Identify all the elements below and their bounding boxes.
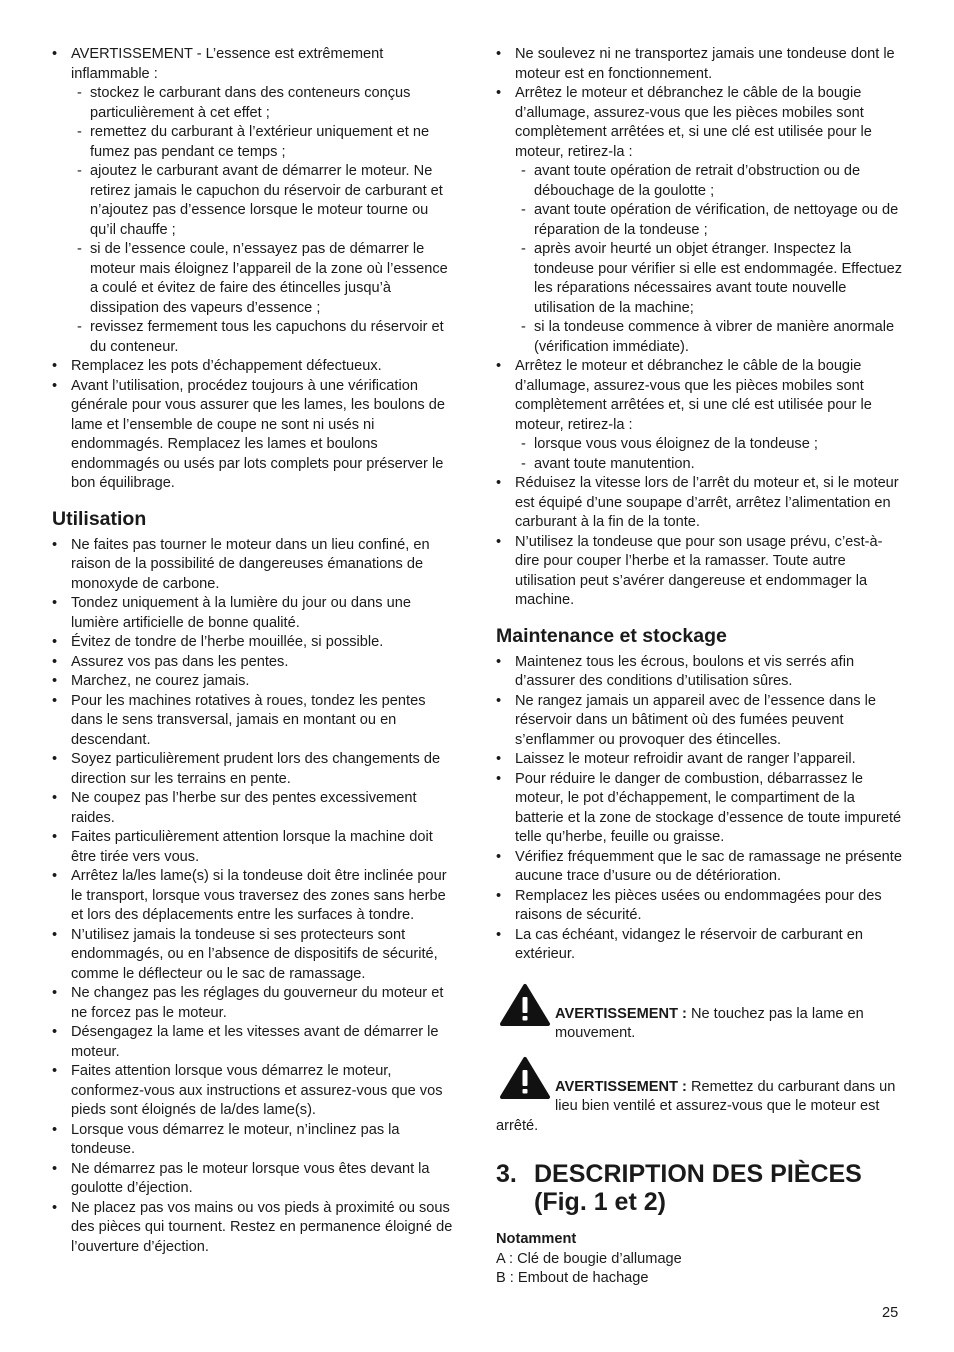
sub-list-item: - lorsque vous vous éloignez de la tondeuse ; (515, 435, 904, 455)
list-item: • La cas échéant, vidangez le réservoir de carburant en extérieur. (496, 926, 904, 965)
right-intro-list (496, 45, 904, 611)
notes-title: Notamment (496, 1231, 577, 1247)
list-item-text: N’utilisez la tondeuse que pour son usage prévu, c’est-à-dire pour couper l’herbe et la ramasser. Toute autre utilisation peut s’avérer dangereuse et endommager la machine. (515, 533, 883, 608)
list-item: • Pour les machines rotatives à roues, tondez les pentes dans le sens transversal, jamais en montant ou en descendant. (52, 692, 458, 751)
list-item-text: Remplacez les pots d’échappement défectueux. (71, 358, 382, 374)
warning-body: Ne touchez pas la lame en mouvement. (555, 1005, 864, 1041)
list-item: • Arrêtez la/les lame(s) si la tondeuse doit être inclinée pour le transport, lorsque vous traversez des zones sans herbe et lors des déplacements entre les surfaces à tondre. (52, 867, 458, 926)
list-item: • Désengagez la lame et les vitesses avant de démarrer le moteur. (52, 1023, 458, 1062)
sub-list-item: - revissez fermement tous les capuchons du réservoir et du conteneur. (71, 318, 458, 357)
list-item: • Ne faites pas tourner le moteur dans un lieu confiné, en raison de la possibilité de dangereuses émanations de monoxyde de carbone. (52, 536, 458, 595)
part-item: A : Clé de bougie d’allumage (496, 1250, 682, 1267)
warning-icon (499, 1056, 551, 1100)
chapter-title-line2: (Fig. 1 et 2) (534, 1188, 666, 1216)
list-item (52, 357, 458, 377)
warning-icon (499, 983, 551, 1027)
list-item-text: AVERTISSEMENT - L’essence est extrêmement inflammable : (71, 46, 384, 82)
list-item (496, 84, 904, 357)
list-item: • Ne changez pas les réglages du gouverneur du moteur et ne forcez pas le moteur. (52, 984, 458, 1023)
left-column (52, 45, 458, 1257)
part-item: B : Embout de hachage (496, 1270, 649, 1286)
sub-list-item: - avant toute manutention. (515, 455, 904, 475)
list-item: • Faites attention lorsque vous démarrez le moteur, conformez-vous aux instructions et assurez-vous que vos pieds sont éloignés de la/des lame(s). (52, 1062, 458, 1121)
warning-body: Remettez du carburant dans un lieu bien ventilé et assurez-vous que le moteur est arrêté. (496, 1078, 896, 1134)
list-item: • Maintenez tous les écrous, boulons et vis serrés afin d’assurer des conditions d’utilisation sûres. (496, 653, 904, 692)
sub-list-item: - stockez le carburant dans des conteneurs conçus particulièrement à cet effet ; (71, 84, 458, 123)
warning-text (496, 983, 904, 1044)
maintenance-heading: Maintenance et stockage (496, 624, 727, 647)
list-item (52, 45, 458, 357)
list-item-text: Réduisez la vitesse lors de l’arrêt du moteur et, si le moteur est équipé d’une soupape d’arrêt, arrêtez l’alimentation en carburant à la fin de la tonte. (515, 475, 899, 530)
list-item: • Lorsque vous démarrez le moteur, n’inclinez pas la tondeuse. (52, 1121, 458, 1160)
sub-list (515, 162, 904, 357)
sub-list-item: - après avoir heurté un objet étranger. Inspectez la tondeuse pour vérifier si elle est endommagée. Effectuez les réparations nécessaires avant toute nouvelle utilisation de la machine; (515, 240, 904, 318)
warning-blade (496, 983, 904, 1044)
list-item: • Tondez uniquement à la lumière du jour ou dans une lumière artificielle de bonne qualité. (52, 594, 458, 633)
list-item (496, 474, 904, 533)
list-item: • Ne placez pas vos mains ou vos pieds à proximité ou sous des pièces qui tournent. Restez en permanence éloigné de l’ouverture d’éjection. (52, 1199, 458, 1258)
chapter-number: 3. (496, 1160, 517, 1188)
list-item-text: Ne soulevez ni ne transportez jamais une tondeuse dont le moteur est en fonctionnement. (515, 46, 895, 82)
list-item: • Évitez de tondre de l’herbe mouillée, si possible. (52, 633, 458, 653)
sub-list-item: - remettez du carburant à l’extérieur uniquement et ne fumez pas pendant ce temps ; (71, 123, 458, 162)
list-item-text: Arrêtez le moteur et débranchez le câble de la bougie d’allumage, assurez-vous que les pièces mobiles sont complètement arrêtées et, si une clé est utilisée pour le moteur, retirez-la : (515, 358, 872, 433)
list-item (496, 357, 904, 474)
list-item: • Soyez particulièrement prudent lors des changements de direction sur les terrains en pente. (52, 750, 458, 789)
utilisation-list (52, 536, 458, 1258)
chapter-title-text (534, 1160, 862, 1216)
warning-text (496, 1056, 904, 1137)
list-item (496, 533, 904, 611)
sub-list-item: - si la tondeuse commence à vibrer de manière anormale (vérification immédiate). (515, 318, 904, 357)
list-item (496, 45, 904, 84)
list-item: • Ne rangez jamais un appareil avec de l’essence dans le réservoir dans un bâtiment où des fumées peuvent s’enflammer ou provoquer des étincelles. (496, 692, 904, 751)
sub-list (71, 84, 458, 357)
list-item: • N’utilisez jamais la tondeuse si ses protecteurs sont endommagés, ou en l’absence de dispositifs de sécurité, comme le déflecteur ou le sac de ramassage. (52, 926, 458, 985)
list-item: • Ne coupez pas l’herbe sur des pentes excessivement raides. (52, 789, 458, 828)
right-column (496, 45, 904, 1289)
list-item: • Laissez le moteur refroidir avant de ranger l’appareil. (496, 750, 904, 770)
parts-list (496, 1250, 904, 1289)
sub-list-item: - si de l’essence coule, n’essayez pas de démarrer le moteur mais éloignez l’appareil de la zone où l’essence a coulé et évitez de faire des étincelles jusqu’à dissipation des vapeurs d’essence ; (71, 240, 458, 318)
list-item: • Assurez vos pas dans les pentes. (52, 653, 458, 673)
list-item: • Vérifiez fréquemment que le sac de ramassage ne présente aucune trace d’usure ou de détérioration. (496, 848, 904, 887)
list-item-text: Arrêtez le moteur et débranchez le câble de la bougie d’allumage, assurez-vous que les pièces mobiles sont complètement arrêtées et, si une clé est utilisée pour le moteur, retirez-la : (515, 85, 872, 160)
list-item: • Faites particulièrement attention lorsque la machine doit être tirée vers vous. (52, 828, 458, 867)
chapter-title-line1: DESCRIPTION DES PIÈCES (534, 1160, 862, 1188)
list-item-text: Avant l’utilisation, procédez toujours à une vérification générale pour vous assurer que les lames, les boulons de lame et l’ensemble de coupe ne sont ni usés ni endommagés. Remplacez les lames et boulons endommagés ou usés par lots complets pour préserver le bon équilibrage. (71, 377, 445, 491)
list-item: • Ne démarrez pas le moteur lorsque vous êtes devant la goulotte d’éjection. (52, 1160, 458, 1199)
list-item: • Pour réduire le danger de combustion, débarrassez le moteur, le pot d’échappement, le compartiment de la batterie et la zone de stockage d’essence de toute impureté telle qu’herbe, feuille ou graisse. (496, 770, 904, 848)
sub-list-item: - ajoutez le carburant avant de démarrer le moteur. Ne retirez jamais le capuchon du réservoir de carburant et n’ajoutez pas d’essence lorsque le moteur tourne ou qu’il chauffe ; (71, 162, 458, 240)
utilisation-heading: Utilisation (52, 507, 147, 530)
warning-fuel (496, 1056, 904, 1137)
warning-label: AVERTISSEMENT : (555, 1005, 687, 1022)
left-intro-list (52, 45, 458, 494)
chapter-title (496, 1160, 904, 1216)
maintenance-list (496, 653, 904, 965)
list-item (52, 377, 458, 494)
sub-list-item: - avant toute opération de retrait d’obstruction ou de débouchage de la goulotte ; (515, 162, 904, 201)
sub-list (515, 435, 904, 474)
page-number: 25 (882, 1305, 899, 1321)
sub-list-item: - avant toute opération de vérification, de nettoyage ou de réparation de la tondeuse ; (515, 201, 904, 240)
list-item: • Remplacez les pièces usées ou endommagées pour des raisons de sécurité. (496, 887, 904, 926)
warning-label: AVERTISSEMENT : (555, 1078, 687, 1095)
list-item: • Marchez, ne courez jamais. (52, 672, 458, 692)
